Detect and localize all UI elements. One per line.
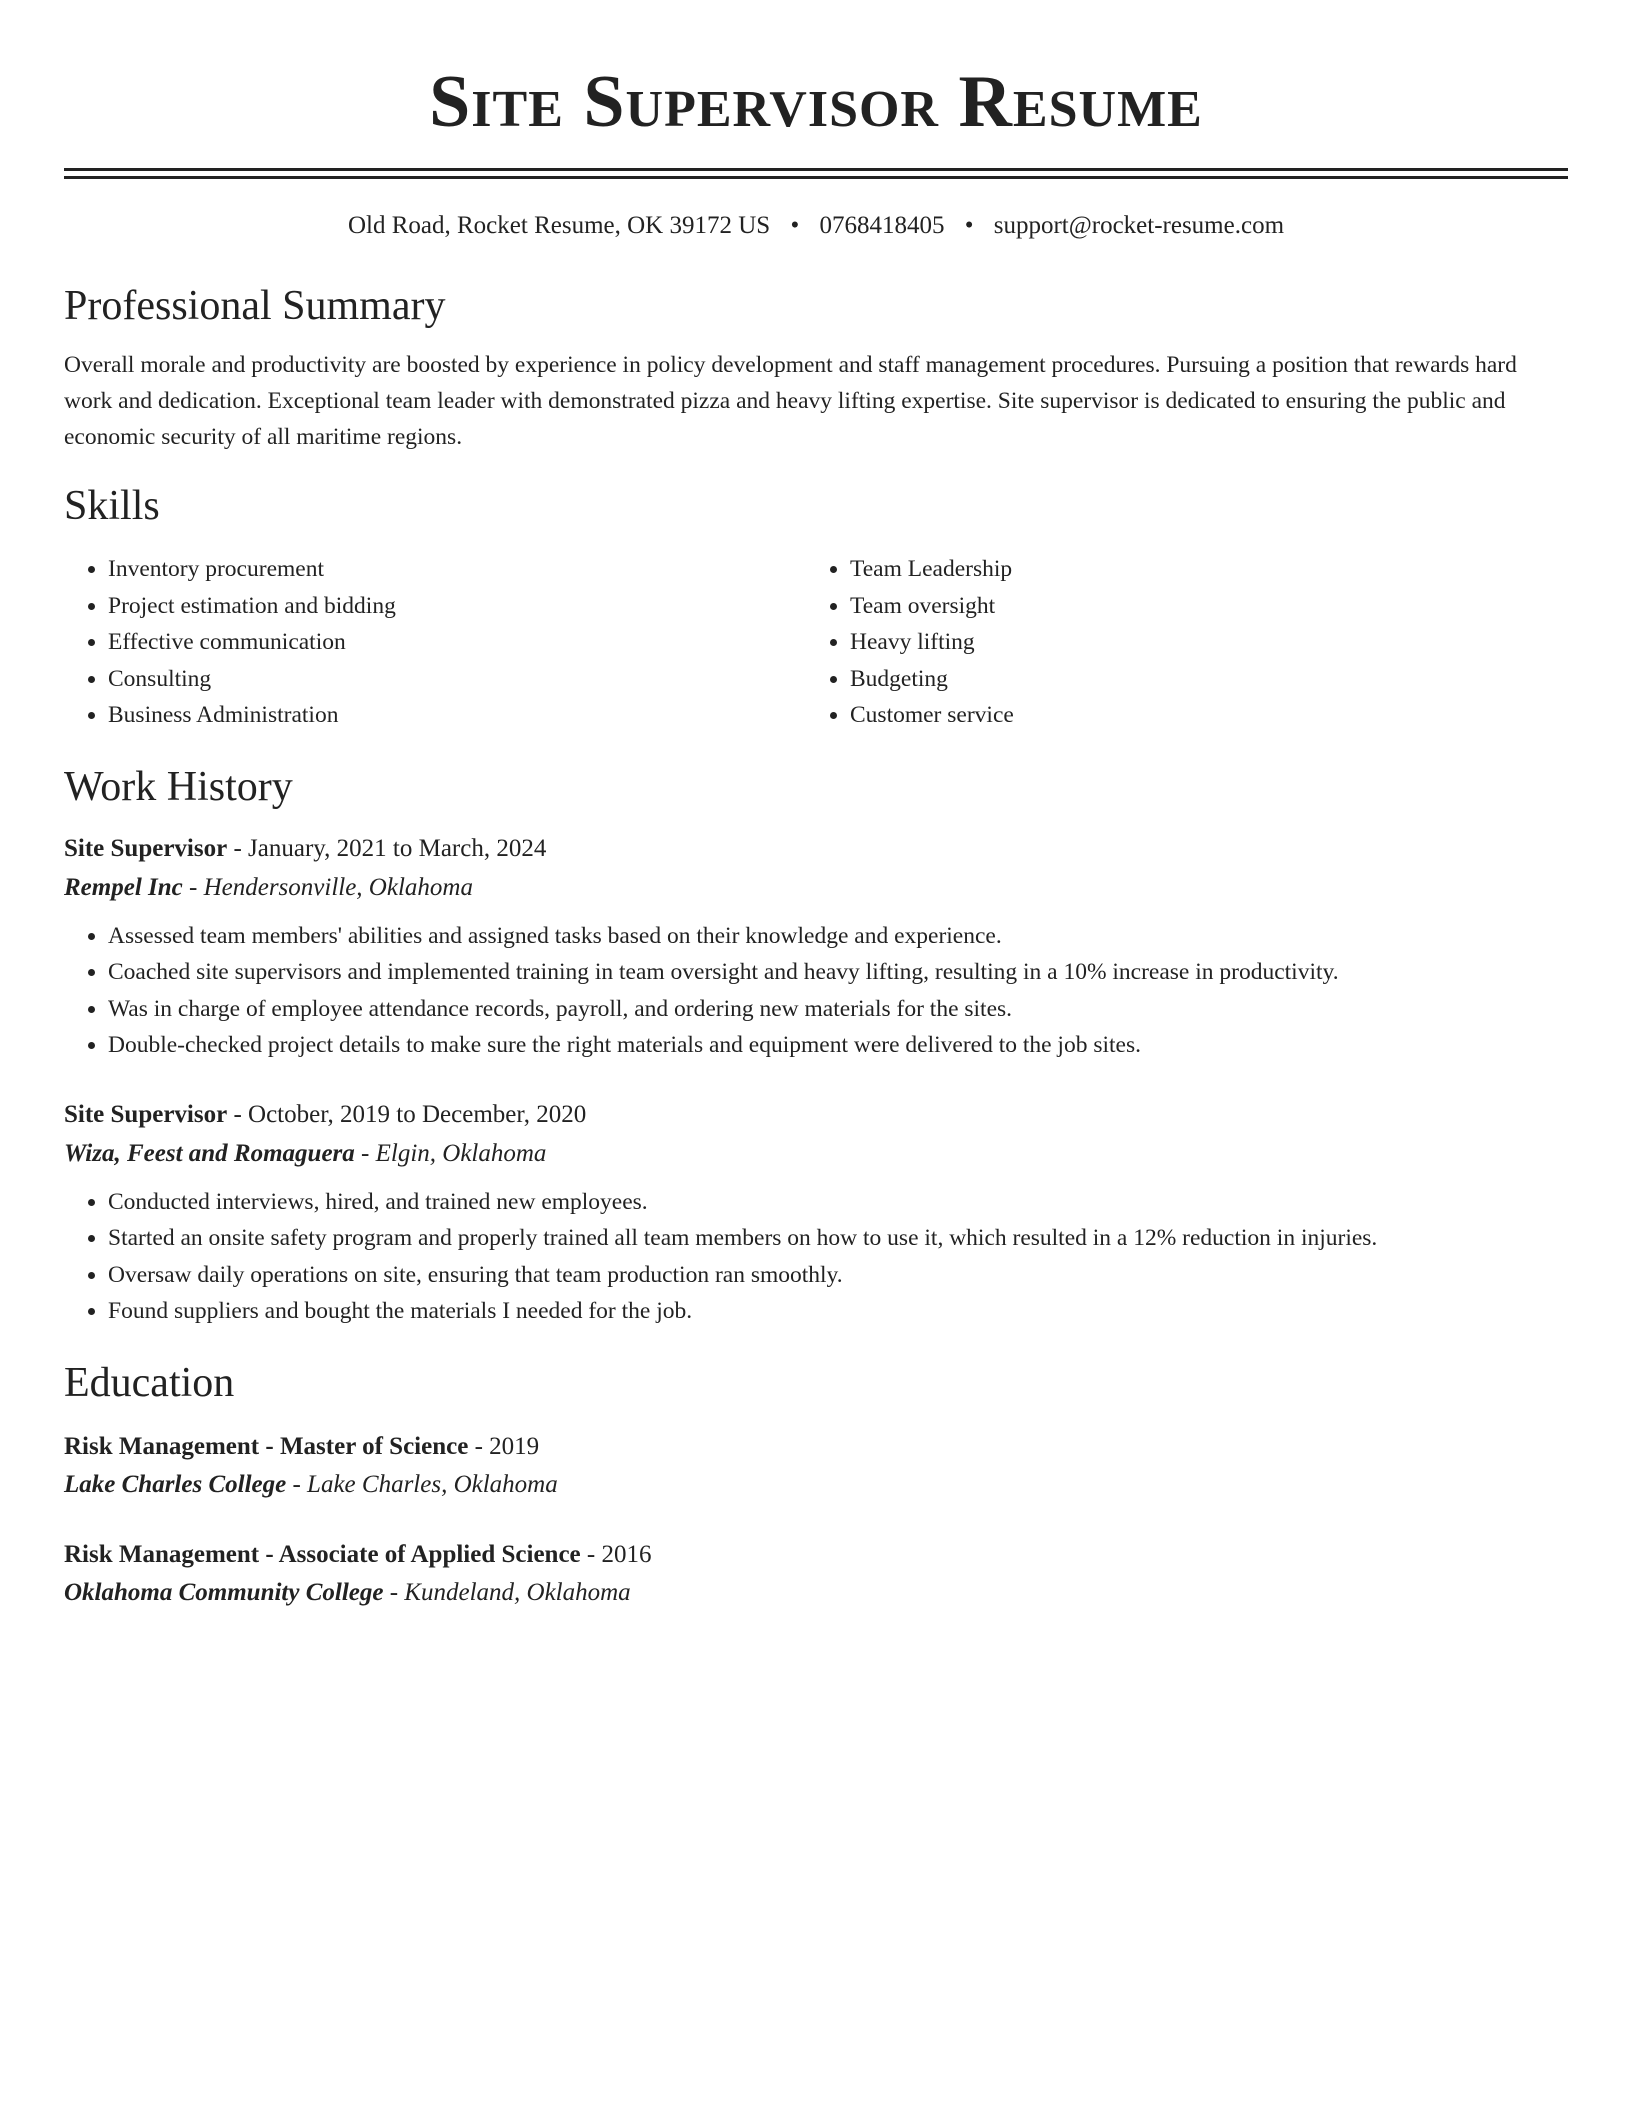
company-line: [64, 1134, 1568, 1174]
school-line: [64, 1574, 1568, 1612]
degree-name: Risk Management - Associate of Applied Science: [64, 1540, 581, 1568]
degree-line: [64, 1428, 1568, 1466]
skill-item: • Consulting: [108, 661, 806, 698]
skills-column-right: [806, 551, 1548, 734]
skills-heading: Skills: [64, 483, 160, 529]
school-location: - Kundeland, Oklahoma: [389, 1578, 631, 1606]
company-location: - Elgin, Oklahoma: [361, 1139, 547, 1167]
skill-item: • Team Leadership: [850, 551, 1548, 588]
school-location: - Lake Charles, Oklahoma: [292, 1470, 558, 1498]
contact-line: [64, 209, 1568, 243]
job-duty: • Oversaw daily operations on site, ensuring that team production ran smoothly.: [108, 1257, 1568, 1294]
skill-item: • Team oversight: [850, 588, 1548, 625]
title-divider: [64, 168, 1568, 179]
job-title: Site Supervisor: [64, 834, 228, 862]
degree-year: - 2019: [474, 1432, 540, 1460]
job-dates: - January, 2021 to March, 2024: [233, 834, 547, 862]
skill-item: • Inventory procurement: [108, 551, 806, 588]
job-title-line: [64, 830, 1568, 868]
resume-title: Site Supervisor Resume: [429, 61, 1203, 143]
job-duty: • Assessed team members' abilities and assigned tasks based on their knowledge and experience.: [108, 918, 1568, 955]
skill-item: • Business Administration: [108, 697, 806, 734]
job-duty: • Double-checked project details to make sure the right materials and equipment were delivered to the job sites.: [108, 1027, 1568, 1064]
degree-year: - 2016: [586, 1540, 652, 1568]
contact-separator: •: [964, 212, 974, 239]
company-name: Wiza, Feest and Romaguera: [64, 1139, 355, 1167]
job-duties: [64, 1184, 1568, 1330]
education-entry: [64, 1428, 1568, 1504]
school-line: [64, 1466, 1568, 1504]
skill-item: • Effective communication: [108, 624, 806, 661]
summary-heading: Professional Summary: [64, 283, 446, 329]
school-name: Lake Charles College: [64, 1470, 287, 1498]
skills-column-left: [64, 551, 806, 734]
job-duty: • Coached site supervisors and implemented training in team oversight and heavy lifting, resulting in a 10% increase in productivity.: [108, 954, 1568, 991]
resume-page: [64, 0, 1568, 1612]
skill-item: • Heavy lifting: [850, 624, 1548, 661]
degree-line: [64, 1536, 1568, 1574]
job-title: Site Supervisor: [64, 1100, 228, 1128]
job-title-line: [64, 1096, 1568, 1134]
contact-phone: 0768418405: [819, 212, 945, 239]
job-duties: [64, 918, 1568, 1064]
company-line: [64, 868, 1568, 908]
education-heading: Education: [64, 1359, 235, 1406]
work-history-heading: Work History: [64, 763, 293, 810]
skill-item: • Customer service: [850, 697, 1548, 734]
degree-name: Risk Management - Master of Science: [64, 1432, 469, 1460]
skill-item: • Project estimation and bidding: [108, 588, 806, 625]
job-duty: • Was in charge of employee attendance records, payroll, and ordering new materials for the sites.: [108, 991, 1568, 1028]
company-location: - Hendersonville, Oklahoma: [189, 873, 473, 901]
job-duty: • Found suppliers and bought the materials I needed for the job.: [108, 1293, 1568, 1330]
job-duty: • Conducted interviews, hired, and trained new employees.: [108, 1184, 1568, 1221]
school-name: Oklahoma Community College: [64, 1578, 384, 1606]
job-duty: • Started an onsite safety program and properly trained all team members on how to use it, which resulted in a 12% reduction in injuries.: [108, 1220, 1568, 1257]
education-entry: [64, 1536, 1568, 1612]
skills-list: [64, 551, 1568, 734]
job-entry: [64, 1096, 1568, 1330]
summary-text: Overall morale and productivity are boosted by experience in policy development and staff management procedures. Pursuing a position that rewards hard work and dedication. Exceptional team leader with demonstrated pizza and heavy lifting expertise. Site supervisor is dedicated to ensuring the public and economic security of all maritime regions.: [64, 352, 1517, 450]
company-name: Rempel Inc: [64, 873, 183, 901]
skill-item: • Budgeting: [850, 661, 1548, 698]
job-dates: - October, 2019 to December, 2020: [233, 1100, 587, 1128]
job-entry: [64, 830, 1568, 1064]
contact-email: support@rocket-resume.com: [993, 212, 1285, 239]
contact-separator: •: [790, 212, 800, 239]
contact-address: Old Road, Rocket Resume, OK 39172 US: [347, 212, 771, 239]
